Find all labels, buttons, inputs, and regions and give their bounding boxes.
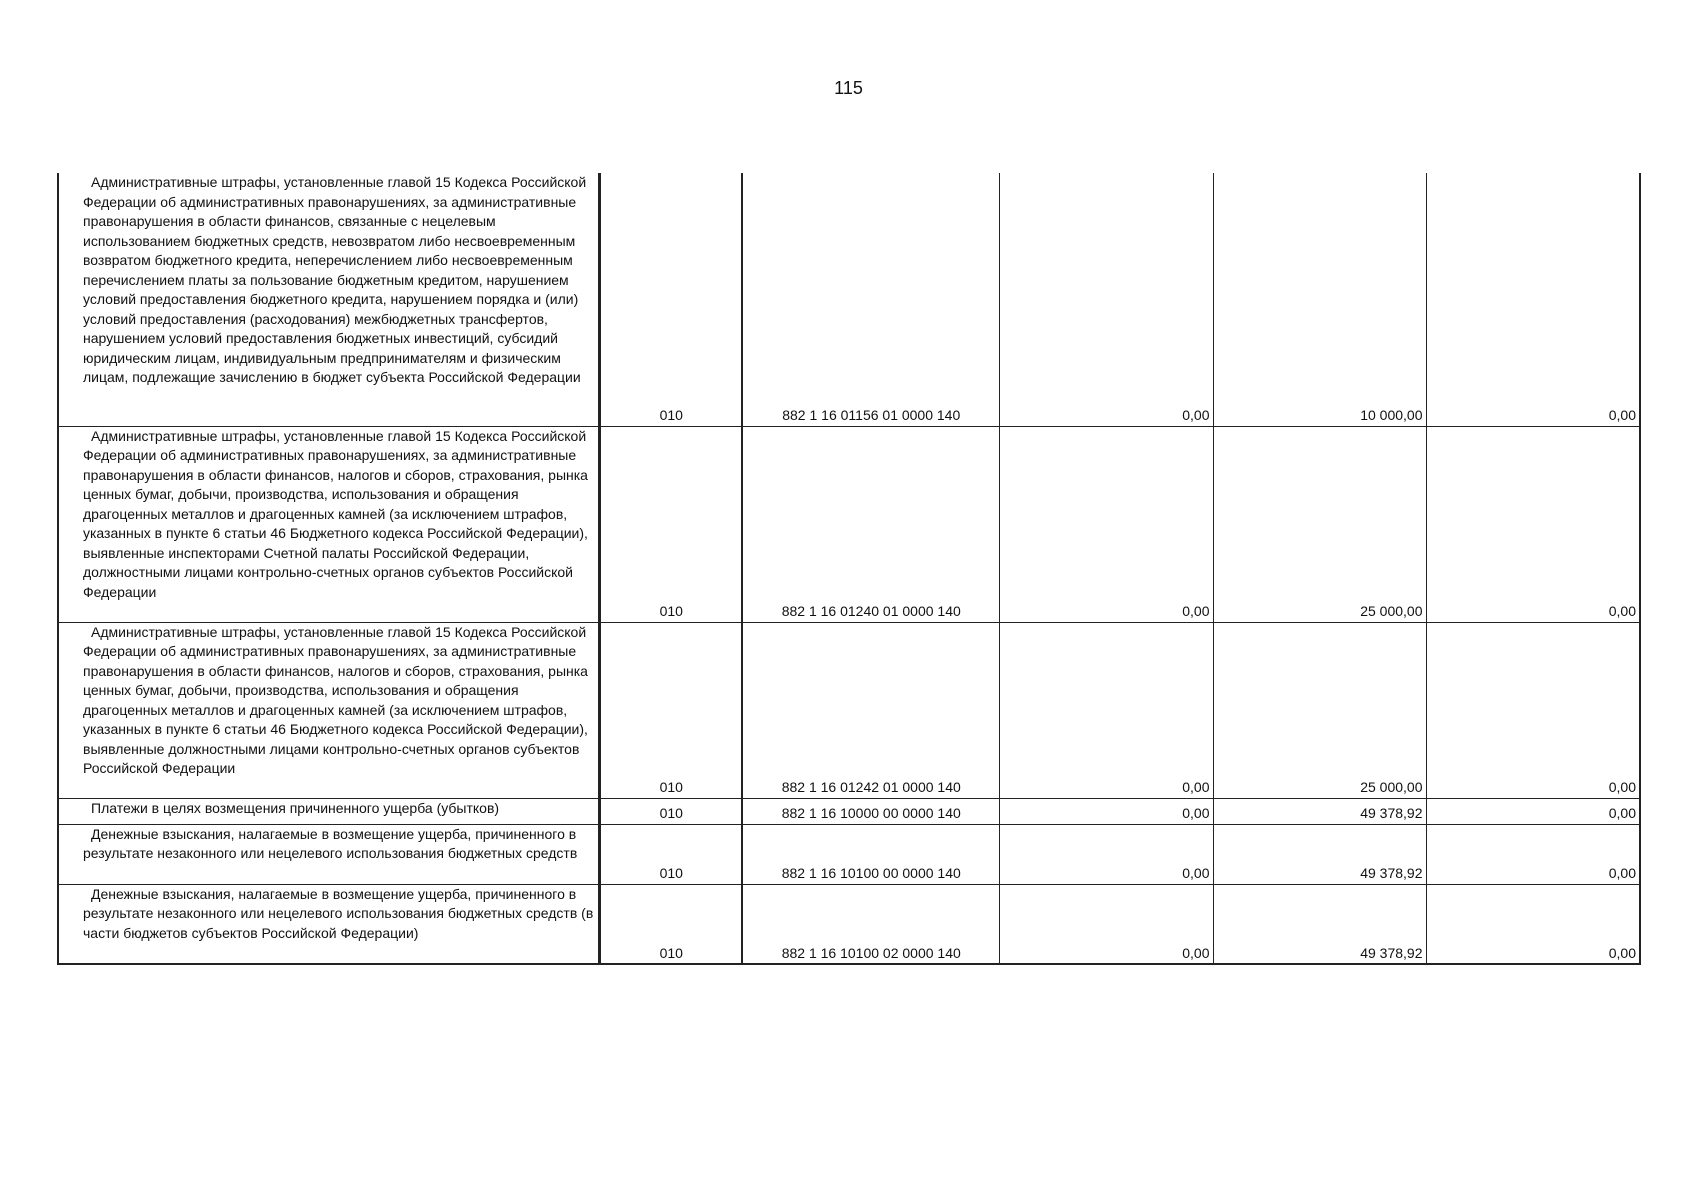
page-number: 115 — [834, 78, 863, 98]
row-budget-code: 882 1 16 10000 00 0000 140 — [742, 798, 999, 824]
row-value-3: 0,00 — [1426, 884, 1640, 964]
table-row — [58, 622, 1640, 798]
row-line-code: 010 — [599, 622, 742, 798]
row-line-code: 010 — [599, 798, 742, 824]
row-value-1: 0,00 — [999, 173, 1213, 426]
row-value-3: 0,00 — [1426, 426, 1640, 622]
row-value-1: 0,00 — [999, 622, 1213, 798]
row-value-2: 10 000,00 — [1213, 173, 1426, 426]
row-value-3: 0,00 — [1426, 824, 1640, 884]
row-name: Административные штрафы, установленные главой 15 Кодекса Российской Федерации об административных правонарушениях, за административные правонарушения в области финансов, связанные с нецелевым использованием бюджетных средств, невозвратом либо несвоевременным возвратом бюджетного кредита, неперечислением либо несвоевременным перечислением платы за пользование бюджетным кредитом, нарушением условий предоставления бюджетного кредита, нарушением порядка и (или) условий предоставления (расходования) межбюджетных трансфертов, нарушением условий предоставления бюджетных инвестиций, субсидий юридическим лицам, индивидуальным предпринимателям и физическим лицам, подлежащие зачислению в бюджет субъекта Российской Федерации — [58, 173, 599, 426]
table-row — [58, 824, 1640, 884]
table-row — [58, 173, 1640, 426]
row-name: Административные штрафы, установленные главой 15 Кодекса Российской Федерации об административных правонарушениях, за административные правонарушения в области финансов, налогов и сборов, страхования, рынка ценных бумаг, добычи, производства, использования и обращения драгоценных металлов и драгоценных камней (за исключением штрафов, указанных в пункте 6 статьи 46 Бюджетного кодекса Российской Федерации), выявленные инспекторами Счетной палаты Российской Федерации, должностными лицами контрольно-счетных органов субъектов Российской Федерации — [58, 426, 599, 622]
row-value-2: 49 378,92 — [1213, 798, 1426, 824]
row-value-2: 25 000,00 — [1213, 622, 1426, 798]
row-name: Денежные взыскания, налагаемые в возмещение ущерба, причиненного в результате незаконного или нецелевого использования бюджетных средств (в части бюджетов субъектов Российской Федерации) — [58, 884, 599, 964]
row-budget-code: 882 1 16 01240 01 0000 140 — [742, 426, 999, 622]
row-value-3: 0,00 — [1426, 798, 1640, 824]
row-name: Платежи в целях возмещения причиненного ущерба (убытков) — [58, 798, 599, 824]
row-line-code: 010 — [599, 824, 742, 884]
row-name: Денежные взыскания, налагаемые в возмещение ущерба, причиненного в результате незаконного или нецелевого использования бюджетных средств — [58, 824, 599, 884]
budget-revenue-table — [57, 173, 1641, 965]
row-value-2: 49 378,92 — [1213, 824, 1426, 884]
row-budget-code: 882 1 16 10100 02 0000 140 — [742, 884, 999, 964]
row-line-code: 010 — [599, 884, 742, 964]
row-name: Административные штрафы, установленные главой 15 Кодекса Российской Федерации об административных правонарушениях, за административные правонарушения в области финансов, налогов и сборов, страхования, рынка ценных бумаг, добычи, производства, использования и обращения драгоценных металлов и драгоценных камней (за исключением штрафов, указанных в пункте 6 статьи 46 Бюджетного кодекса Российской Федерации), выявленные должностными лицами контрольно-счетных органов субъектов Российской Федерации — [58, 622, 599, 798]
row-value-1: 0,00 — [999, 824, 1213, 884]
row-value-1: 0,00 — [999, 798, 1213, 824]
table-row — [58, 884, 1640, 964]
row-budget-code: 882 1 16 10100 00 0000 140 — [742, 824, 999, 884]
table-row — [58, 798, 1640, 824]
row-value-3: 0,00 — [1426, 622, 1640, 798]
row-value-1: 0,00 — [999, 884, 1213, 964]
row-value-2: 25 000,00 — [1213, 426, 1426, 622]
row-line-code: 010 — [599, 173, 742, 426]
row-budget-code: 882 1 16 01242 01 0000 140 — [742, 622, 999, 798]
row-value-1: 0,00 — [999, 426, 1213, 622]
row-budget-code: 882 1 16 01156 01 0000 140 — [742, 173, 999, 426]
row-value-2: 49 378,92 — [1213, 884, 1426, 964]
row-value-3: 0,00 — [1426, 173, 1640, 426]
table-row — [58, 426, 1640, 622]
row-line-code: 010 — [599, 426, 742, 622]
